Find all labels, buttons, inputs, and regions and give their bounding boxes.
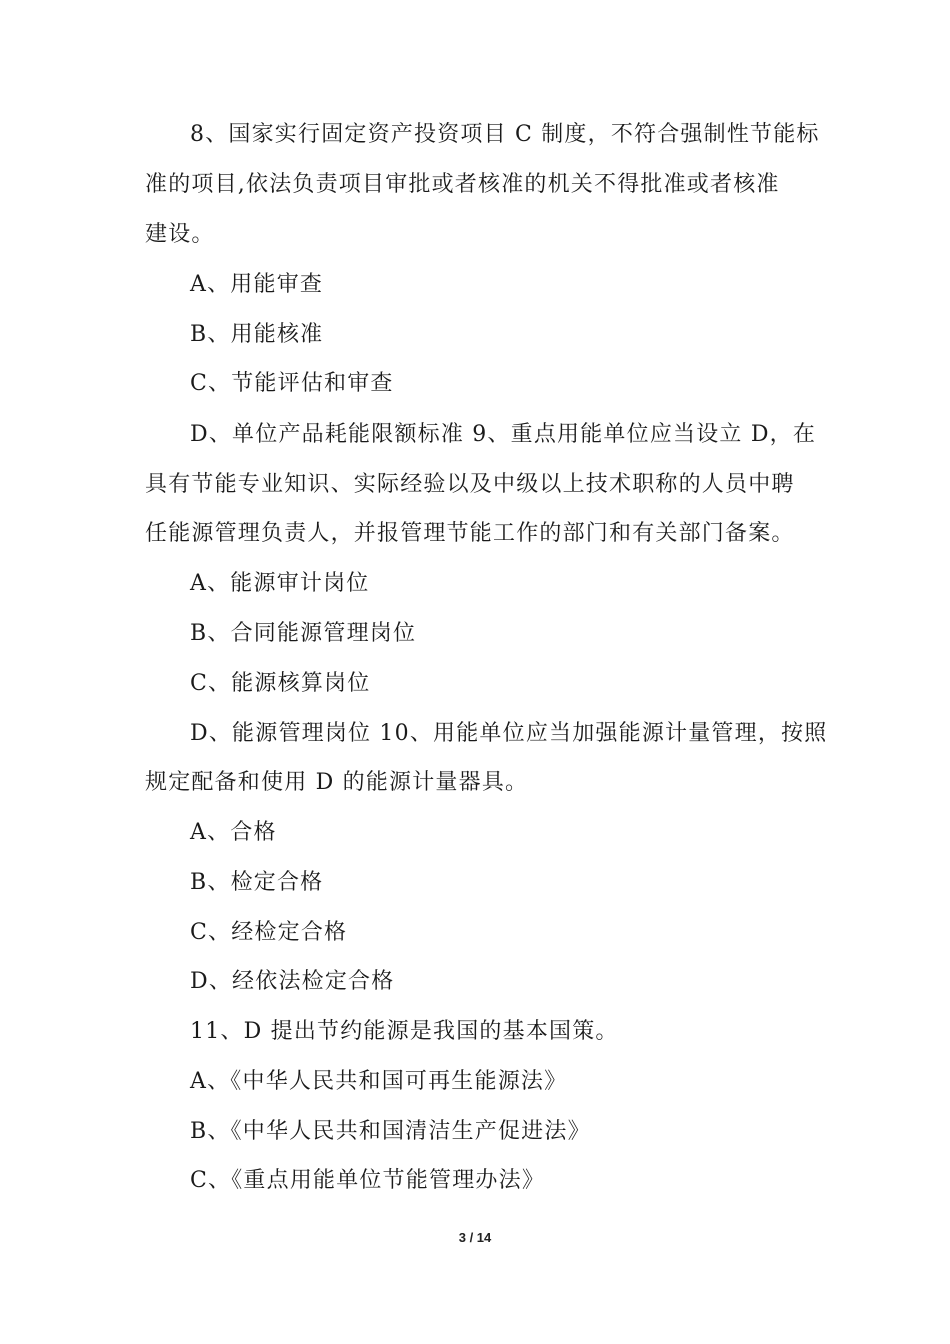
question-9-stem-line-2: 具有节能专业知识、实际经验以及中级以上技术职称的人员中聘 <box>145 472 795 497</box>
question-8-option-c: C、节能评估和审查 <box>190 371 394 396</box>
question-10-stem-line-2: 规定配备和使用 D 的能源计量器具。 <box>145 770 529 795</box>
question-9-option-c: C、能源核算岗位 <box>190 671 371 696</box>
question-8-option-a: A、用能审查 <box>190 272 324 297</box>
question-10-option-d: D、经依法检定合格 <box>190 969 395 994</box>
question-9-stem-line-3: 任能源管理负责人，并报管理节能工作的部门和有关部门备案。 <box>145 521 795 546</box>
question-10-option-a: A、合格 <box>190 820 277 845</box>
question-8-option-b: B、用能核准 <box>190 322 324 347</box>
question-9-option-b: B、合同能源管理岗位 <box>190 621 417 646</box>
question-8-option-d-and-question-9-stem-line-1: D、单位产品耗能限额标准 9、重点用能单位应当设立 D，在 <box>190 422 817 447</box>
question-11-option-c: C、《重点用能单位节能管理办法》 <box>190 1168 546 1193</box>
question-9-option-d-and-question-10-stem-line-1: D、能源管理岗位 10、用能单位应当加强能源计量管理，按照 <box>190 721 828 746</box>
question-10-option-c: C、经检定合格 <box>190 920 348 945</box>
question-9-option-a: A、能源审计岗位 <box>190 571 370 596</box>
question-8-stem-line-3: 建设。 <box>145 222 215 247</box>
question-11-option-a: A、《中华人民共和国可再生能源法》 <box>190 1069 568 1094</box>
question-8-stem-line-2: 准的项目,依法负责项目审批或者核准的机关不得批准或者核准 <box>145 172 780 197</box>
question-11-option-b: B、《中华人民共和国清洁生产促进法》 <box>190 1119 591 1144</box>
page-indicator: 3 / 14 <box>458 1230 492 1245</box>
question-11-stem: 11、D 提出节约能源是我国的基本国策。 <box>190 1019 619 1044</box>
question-8-stem-line-1: 8、国家实行固定资产投资项目 C 制度，不符合强制性节能标 <box>190 122 820 147</box>
question-10-option-b: B、检定合格 <box>190 870 324 895</box>
